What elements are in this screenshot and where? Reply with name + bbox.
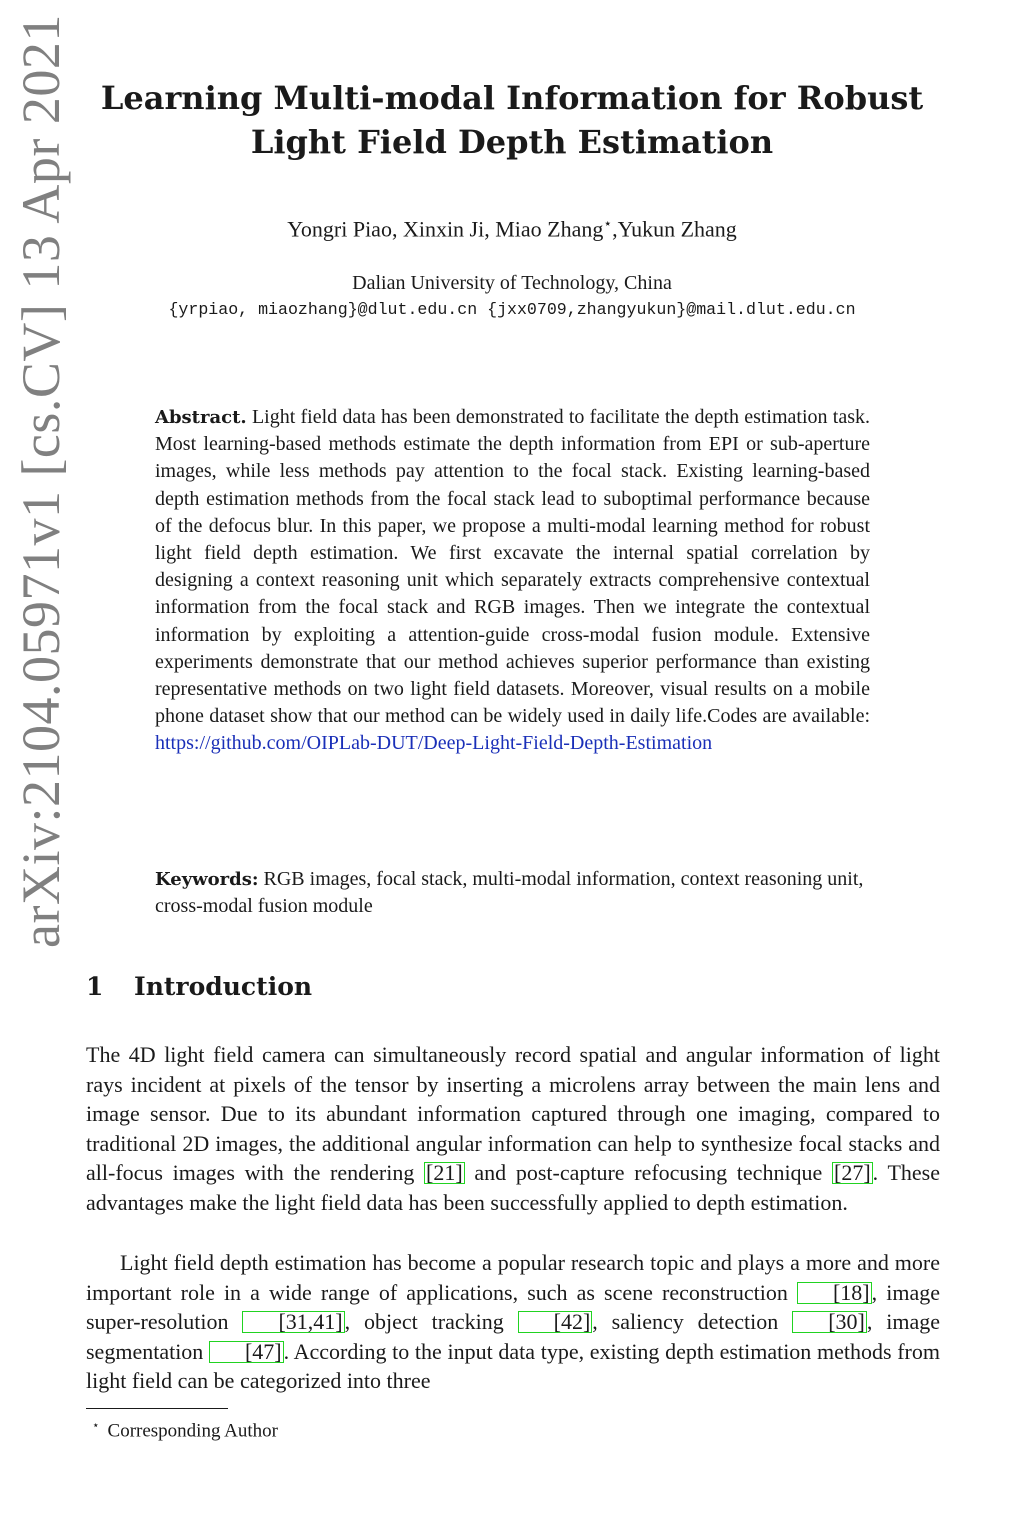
affiliation: Dalian University of Technology, China [352, 272, 672, 294]
para1-text: and post-capture refocusing technique [464, 1160, 833, 1186]
paper-title [100, 76, 924, 164]
citation-link[interactable]: [47] [209, 1341, 284, 1363]
citation-link[interactable]: [31,41] [242, 1311, 344, 1333]
intro-paragraph-2 [86, 1248, 940, 1396]
para2-text: . According to the input data type, existing depth estimation methods from light field can be categorized into three [86, 1338, 940, 1394]
citation-link[interactable]: [30] [792, 1311, 867, 1333]
authors-tail: ,Yukun Zhang [612, 216, 737, 242]
section-title: Introduction [134, 972, 313, 1001]
abstract-block [155, 404, 870, 758]
keywords-text: RGB images, focal stack, multi-modal information, context reasoning unit, cross-modal fusion module [155, 868, 864, 918]
citation-link[interactable]: [18] [797, 1282, 872, 1304]
arxiv-identifier: arXiv:2104.05971v1 [cs.CV] 13 Apr 2021 [11, 14, 71, 948]
title-line-1: Learning Multi-modal Information for Robust [100, 79, 924, 117]
authors-main: Yongri Piao, Xinxin Ji, Miao Zhang [287, 216, 604, 242]
citation-link[interactable]: [42] [518, 1311, 593, 1333]
title-line-2: Light Field Depth Estimation [250, 123, 774, 161]
abstract-text: Light field data has been demonstrated to facilitate the depth estimation task. Most learning-based methods estimate the depth information from EPI or sub-aperture images, while less methods pay attention to the focal stack. Existing learning-based depth estimation methods from the focal stack lead to suboptimal performance because of the defocus blur. In this paper, we propose a multi-modal learning method for robust light field depth estimation. We first excavate the internal spatial correlation by designing a context reasoning unit which separately extracts comprehensive contextual information from the focal stack and RGB images. Then we integrate the contextual information by exploiting a attention-guide cross-modal fusion module. Extensive experiments demonstrate that our method achieves superior performance than existing representative methods on two light field datasets. Moreover, visual results on a mobile phone dataset show that our method can be widely used in daily life.Codes are available: [155, 406, 870, 728]
corresponding-author-star: ⋆ [603, 217, 613, 232]
author-emails: {yrpiao, miaozhang}@dlut.edu.cn {jxx0709,zhangyukun}@mail.dlut.edu.cn [168, 300, 856, 319]
abstract-label: Abstract. [155, 407, 247, 428]
section-heading [86, 972, 312, 1001]
citation-link[interactable]: [27] [834, 1160, 871, 1186]
footnote-text: Corresponding Author [107, 1420, 278, 1442]
keywords-label: Keywords: [155, 869, 259, 890]
para2-text: , saliency detection [592, 1309, 793, 1335]
code-link[interactable]: https://github.com/OIPLab-DUT/Deep-Light-Field-Depth-Estimation [155, 732, 713, 755]
para1-text: The 4D light field camera can simultaneously record spatial and angular information of light rays incident at pixels of the tensor by inserting a microlens array between the main lens and image sensor. Due to its abundant information captured through one imaging, compared to traditional 2D images, the additional angular information can help to synthesize focal stacks and all-focus images with the rendering [86, 1042, 940, 1186]
keywords-block [155, 866, 870, 920]
para1-text: . These advantages make the light field data has been successfully applied to depth estimation. [86, 1160, 940, 1215]
para2-text: Light field depth estimation has become a popular research topic and plays a more and more important role in a wide range of applications, such as scene reconstruction [86, 1250, 940, 1305]
citation-link[interactable]: [21] [426, 1160, 463, 1186]
para2-text: , object tracking [344, 1309, 518, 1335]
footnote-divider [86, 1408, 228, 1409]
para2-text: , image segmentation [86, 1309, 940, 1364]
footnote [92, 1418, 278, 1442]
author-list [0, 216, 1024, 242]
section-number: 1 [86, 972, 104, 1001]
footnote-star: ⋆ [92, 1418, 100, 1432]
intro-paragraph-1 [86, 1040, 940, 1218]
para2-text: , image super-resolution [86, 1279, 940, 1335]
